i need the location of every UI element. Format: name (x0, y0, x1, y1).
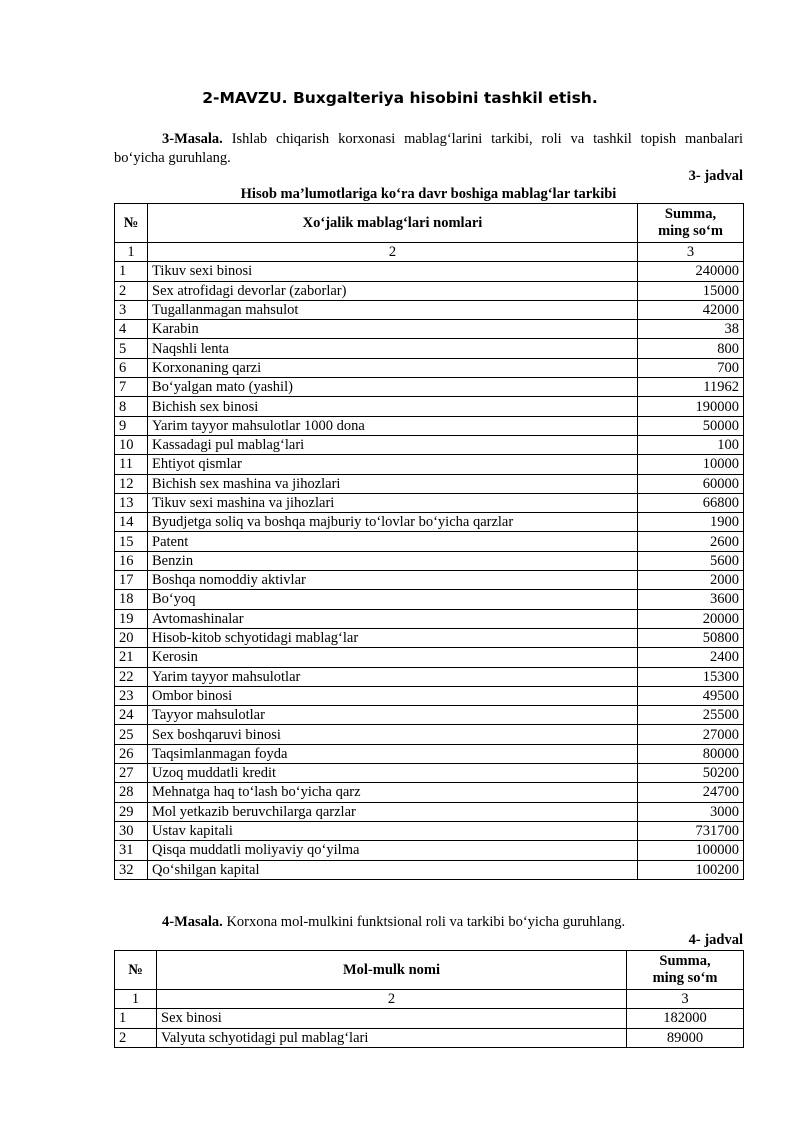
table3-cell-num: 10 (115, 435, 148, 454)
table3-row (115, 551, 744, 570)
table4-row (115, 1028, 744, 1047)
table4 (114, 950, 744, 1048)
table3-row (115, 802, 744, 821)
table3-cell-sum: 27000 (638, 725, 744, 744)
table3-row (115, 590, 744, 609)
table3-cell-sum: 5600 (638, 551, 744, 570)
table4-header-name: Mol-mulk nomi (157, 951, 627, 990)
table3-cell-num: 27 (115, 764, 148, 783)
table4-index-sum: 3 (627, 990, 744, 1009)
table3-cell-sum: 25500 (638, 706, 744, 725)
table3-row (115, 262, 744, 281)
table3-cell-sum: 11962 (638, 378, 744, 397)
table3-cell-name: Tikuv sexi binosi (148, 262, 638, 281)
table3-cell-sum: 3600 (638, 590, 744, 609)
table3-cell-num: 2 (115, 281, 148, 300)
table3-cell-name: Karabin (148, 320, 638, 339)
table3-cell-name: Kerosin (148, 648, 638, 667)
table3-cell-name: Mehnatga haq to‘lash bo‘yicha qarz (148, 783, 638, 802)
table4-header-sum-line1: Summa, (659, 953, 711, 969)
table3-cell-name: Tugallanmagan mahsulot (148, 300, 638, 319)
table3 (114, 203, 744, 880)
table4-cell-sum: 182000 (627, 1009, 744, 1028)
table3-row (115, 532, 744, 551)
table3-cell-sum: 100200 (638, 860, 744, 879)
table3-cell-num: 29 (115, 802, 148, 821)
table3-row (115, 320, 744, 339)
task4-label: 4-Masala. (162, 914, 223, 930)
table3-cell-name: Qo‘shilgan kapital (148, 860, 638, 879)
table3-row (115, 725, 744, 744)
task3-paragraph (114, 130, 743, 168)
table3-row (115, 860, 744, 879)
table3-cell-name: Tayyor mahsulotlar (148, 706, 638, 725)
table3-index-name: 2 (148, 243, 638, 262)
table3-cell-num: 13 (115, 493, 148, 512)
table3-cell-name: Kassadagi pul mablag‘lari (148, 435, 638, 454)
table3-cell-sum: 1900 (638, 513, 744, 532)
table4-header-sum-line2: ming so‘m (652, 970, 718, 986)
table3-row (115, 667, 744, 686)
table3-cell-name: Benzin (148, 551, 638, 570)
task3-text: Ishlab chiqarish korxonasi mablag‘larini tarkibi, roli va tashkil topish manbalari bo‘yicha guruhlang. (114, 131, 743, 166)
table3-caption: Hisob ma’lumotlariga ko‘ra davr boshiga mablag‘lar tarkibi (240, 186, 617, 202)
table3-cell-num: 14 (115, 513, 148, 532)
table3-cell-name: Bo‘yoq (148, 590, 638, 609)
table3-header-num: № (115, 204, 148, 243)
table3-cell-sum: 80000 (638, 744, 744, 763)
table3-cell-sum: 731700 (638, 821, 744, 840)
table3-row (115, 609, 744, 628)
table3-cell-num: 28 (115, 783, 148, 802)
table3-row (115, 435, 744, 454)
table4-cell-num: 2 (115, 1028, 157, 1047)
table3-row (115, 378, 744, 397)
table3-cell-sum: 2400 (638, 648, 744, 667)
table3-cell-sum: 100 (638, 435, 744, 454)
table3-row (115, 339, 744, 358)
table4-row (115, 1009, 744, 1028)
table3-cell-num: 4 (115, 320, 148, 339)
table4-label: 4- jadval (688, 932, 743, 948)
table3-cell-num: 20 (115, 628, 148, 647)
table3-cell-name: Patent (148, 532, 638, 551)
table3-cell-num: 23 (115, 686, 148, 705)
table3-cell-sum: 60000 (638, 474, 744, 493)
table3-cell-name: Sex boshqaruvi binosi (148, 725, 638, 744)
table3-row (115, 358, 744, 377)
table3-cell-num: 30 (115, 821, 148, 840)
table3-row (115, 397, 744, 416)
table3-cell-sum: 3000 (638, 802, 744, 821)
table3-cell-name: Boshqa nomoddiy aktivlar (148, 571, 638, 590)
table3-cell-num: 16 (115, 551, 148, 570)
table3-cell-sum: 10000 (638, 455, 744, 474)
table4-header-row (115, 951, 744, 990)
table3-cell-num: 15 (115, 532, 148, 551)
table3-cell-name: Byudjetga soliq va boshqa majburiy to‘lovlar bo‘yicha qarzlar (148, 513, 638, 532)
table3-row (115, 628, 744, 647)
table3-cell-num: 1 (115, 262, 148, 281)
table3-cell-name: Hisob-kitob schyotidagi mablag‘lar (148, 628, 638, 647)
table3-cell-name: Sex atrofidagi devorlar (zaborlar) (148, 281, 638, 300)
table3-row (115, 281, 744, 300)
table3-cell-sum: 800 (638, 339, 744, 358)
table4-cell-sum: 89000 (627, 1028, 744, 1047)
table3-cell-num: 12 (115, 474, 148, 493)
table3-cell-name: Bo‘yalgan mato (yashil) (148, 378, 638, 397)
table3-cell-sum: 24700 (638, 783, 744, 802)
table4-cell-name: Sex binosi (157, 1009, 627, 1028)
table3-index-row (115, 243, 744, 262)
table3-cell-name: Naqshli lenta (148, 339, 638, 358)
table3-cell-num: 17 (115, 571, 148, 590)
table3-cell-num: 5 (115, 339, 148, 358)
table3-cell-sum: 50200 (638, 764, 744, 783)
table3-cell-sum: 190000 (638, 397, 744, 416)
table3-cell-num: 32 (115, 860, 148, 879)
table3-cell-name: Yarim tayyor mahsulotlar 1000 dona (148, 416, 638, 435)
table3-row (115, 300, 744, 319)
table3-header-row (115, 204, 744, 243)
table4-header-num: № (115, 951, 157, 990)
table3-cell-sum: 100000 (638, 841, 744, 860)
table3-cell-name: Uzoq muddatli kredit (148, 764, 638, 783)
table3-cell-sum: 240000 (638, 262, 744, 281)
table3-cell-name: Mol yetkazib beruvchilarga qarzlar (148, 802, 638, 821)
table3-label: 3- jadval (688, 168, 743, 184)
task4-paragraph (114, 913, 743, 932)
table3-cell-name: Yarim tayyor mahsulotlar (148, 667, 638, 686)
page-title: 2-MAVZU. Buxgalteriya hisobini tashkil etish. (202, 89, 598, 107)
table3-cell-sum: 50800 (638, 628, 744, 647)
table3-row (115, 744, 744, 763)
table3-cell-num: 22 (115, 667, 148, 686)
task4-text: Korxona mol-mulkini funktsional roli va tarkibi bo‘yicha guruhlang. (222, 914, 626, 930)
table3-row (115, 513, 744, 532)
table3-index-sum: 3 (638, 243, 744, 262)
table3-row (115, 474, 744, 493)
table3-index-num: 1 (115, 243, 148, 262)
table3-cell-num: 9 (115, 416, 148, 435)
table4-body (115, 1009, 744, 1048)
table3-cell-name: Korxonaning qarzi (148, 358, 638, 377)
table3-cell-sum: 50000 (638, 416, 744, 435)
table4-index-num: 1 (115, 990, 157, 1009)
table3-cell-name: Avtomashinalar (148, 609, 638, 628)
table4-cell-name: Valyuta schyotidagi pul mablag‘lari (157, 1028, 627, 1047)
table3-cell-num: 31 (115, 841, 148, 860)
table3-cell-num: 18 (115, 590, 148, 609)
table4-index-name: 2 (157, 990, 627, 1009)
table3-header-name: Xo‘jalik mablag‘lari nomlari (148, 204, 638, 243)
table3-cell-sum: 42000 (638, 300, 744, 319)
table3-header-sum-line2: ming so‘m (658, 223, 723, 239)
table3-row (115, 571, 744, 590)
table3-cell-num: 24 (115, 706, 148, 725)
table3-header-sum (638, 204, 744, 243)
table3-cell-sum: 49500 (638, 686, 744, 705)
table3-cell-sum: 2000 (638, 571, 744, 590)
table3-cell-num: 19 (115, 609, 148, 628)
table3-row (115, 783, 744, 802)
table3-cell-num: 6 (115, 358, 148, 377)
table3-cell-sum: 2600 (638, 532, 744, 551)
table3-cell-sum: 38 (638, 320, 744, 339)
table3-cell-num: 11 (115, 455, 148, 474)
table3-row (115, 455, 744, 474)
table3-cell-name: Ehtiyot qismlar (148, 455, 638, 474)
table3-row (115, 493, 744, 512)
table4-header-sum (627, 951, 744, 990)
table3-row (115, 706, 744, 725)
table3-cell-num: 26 (115, 744, 148, 763)
table3-cell-num: 8 (115, 397, 148, 416)
table3-cell-sum: 15300 (638, 667, 744, 686)
table3-header-sum-line1: Summa, (664, 206, 717, 222)
table3-cell-num: 3 (115, 300, 148, 319)
table3-row (115, 841, 744, 860)
table3-cell-name: Ustav kapitali (148, 821, 638, 840)
table3-cell-name: Qisqa muddatli moliyaviy qo‘yilma (148, 841, 638, 860)
table3-cell-name: Bichish sex binosi (148, 397, 638, 416)
table3-row (115, 648, 744, 667)
table3-row (115, 686, 744, 705)
table3-cell-name: Tikuv sexi mashina va jihozlari (148, 493, 638, 512)
task3-label: 3-Masala. (162, 131, 223, 147)
table3-cell-sum: 66800 (638, 493, 744, 512)
table3-cell-num: 7 (115, 378, 148, 397)
table3-row (115, 416, 744, 435)
table3-cell-name: Taqsimlanmagan foyda (148, 744, 638, 763)
table3-cell-num: 21 (115, 648, 148, 667)
table3-cell-sum: 20000 (638, 609, 744, 628)
table3-cell-sum: 15000 (638, 281, 744, 300)
table3-cell-num: 25 (115, 725, 148, 744)
table4-cell-num: 1 (115, 1009, 157, 1028)
table3-row (115, 764, 744, 783)
table3-cell-name: Bichish sex mashina va jihozlari (148, 474, 638, 493)
table4-index-row (115, 990, 744, 1009)
table3-body (115, 262, 744, 880)
table3-row (115, 821, 744, 840)
table3-cell-sum: 700 (638, 358, 744, 377)
table3-cell-name: Ombor binosi (148, 686, 638, 705)
